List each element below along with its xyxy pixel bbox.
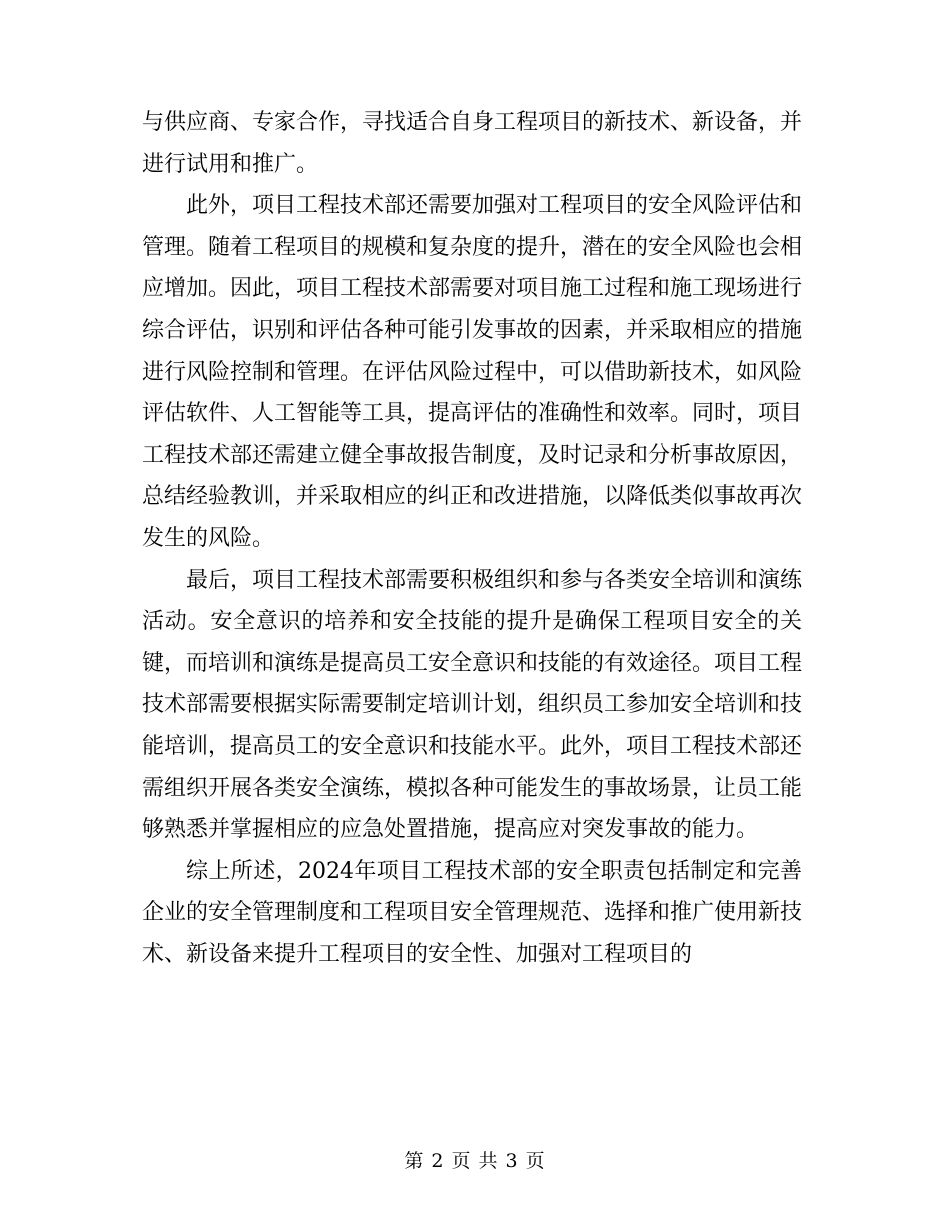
document-body (142, 102, 802, 975)
paragraph-safety-training: 最后，项目工程技术部需要积极组织和参与各类安全培训和演练活动。安全意识的培养和安全技能的提升是确保工程项目安全的关键，而培训和演练是提高员工安全意识和技能的有效途径。项目工程技术部需要根据实际需要制定培训计划，组织员工参加安全培训和技能培训，提高员工的安全意识和技能水平。此外，项目工程技术部还需组织开展各类安全演练，模拟各种可能发生的事故场景，让员工能够熟悉并掌握相应的应急处置措施，提高应对突发事故的能力。 (142, 567, 803, 843)
paragraph-continuation: 与供应商、专家合作，寻找适合自身工程项目的新技术、新设备，并进行试用和推广。 (142, 110, 803, 177)
paragraph-risk-assessment: 此外，项目工程技术部还需要加强对工程项目的安全风险评估和管理。随着工程项目的规模和复杂度的提升，潜在的安全风险也会相应增加。因此，项目工程技术部需要对项目施工过程和施工现场进行综合评估，识别和评估各种可能引发事故的因素，并采取相应的措施进行风险控制和管理。在评估风险过程中，可以借助新技术，如风险评估软件、人工智能等工具，提高评估的准确性和效率。同时，项目工程技术部还需建立健全事故报告制度，及时记录和分析事故原因，总结经验教训，并采取相应的纠正和改进措施，以降低类似事故再次发生的风险。 (142, 193, 803, 551)
paragraph-summary: 综上所述，2024年项目工程技术部的安全职责包括制定和完善企业的安全管理制度和工程项目安全管理规范、选择和推广使用新技术、新设备来提升工程项目的安全性、加强对工程项目的 (142, 858, 803, 967)
page-number-footer: 第 2 页 共 3 页 (404, 1150, 546, 1172)
